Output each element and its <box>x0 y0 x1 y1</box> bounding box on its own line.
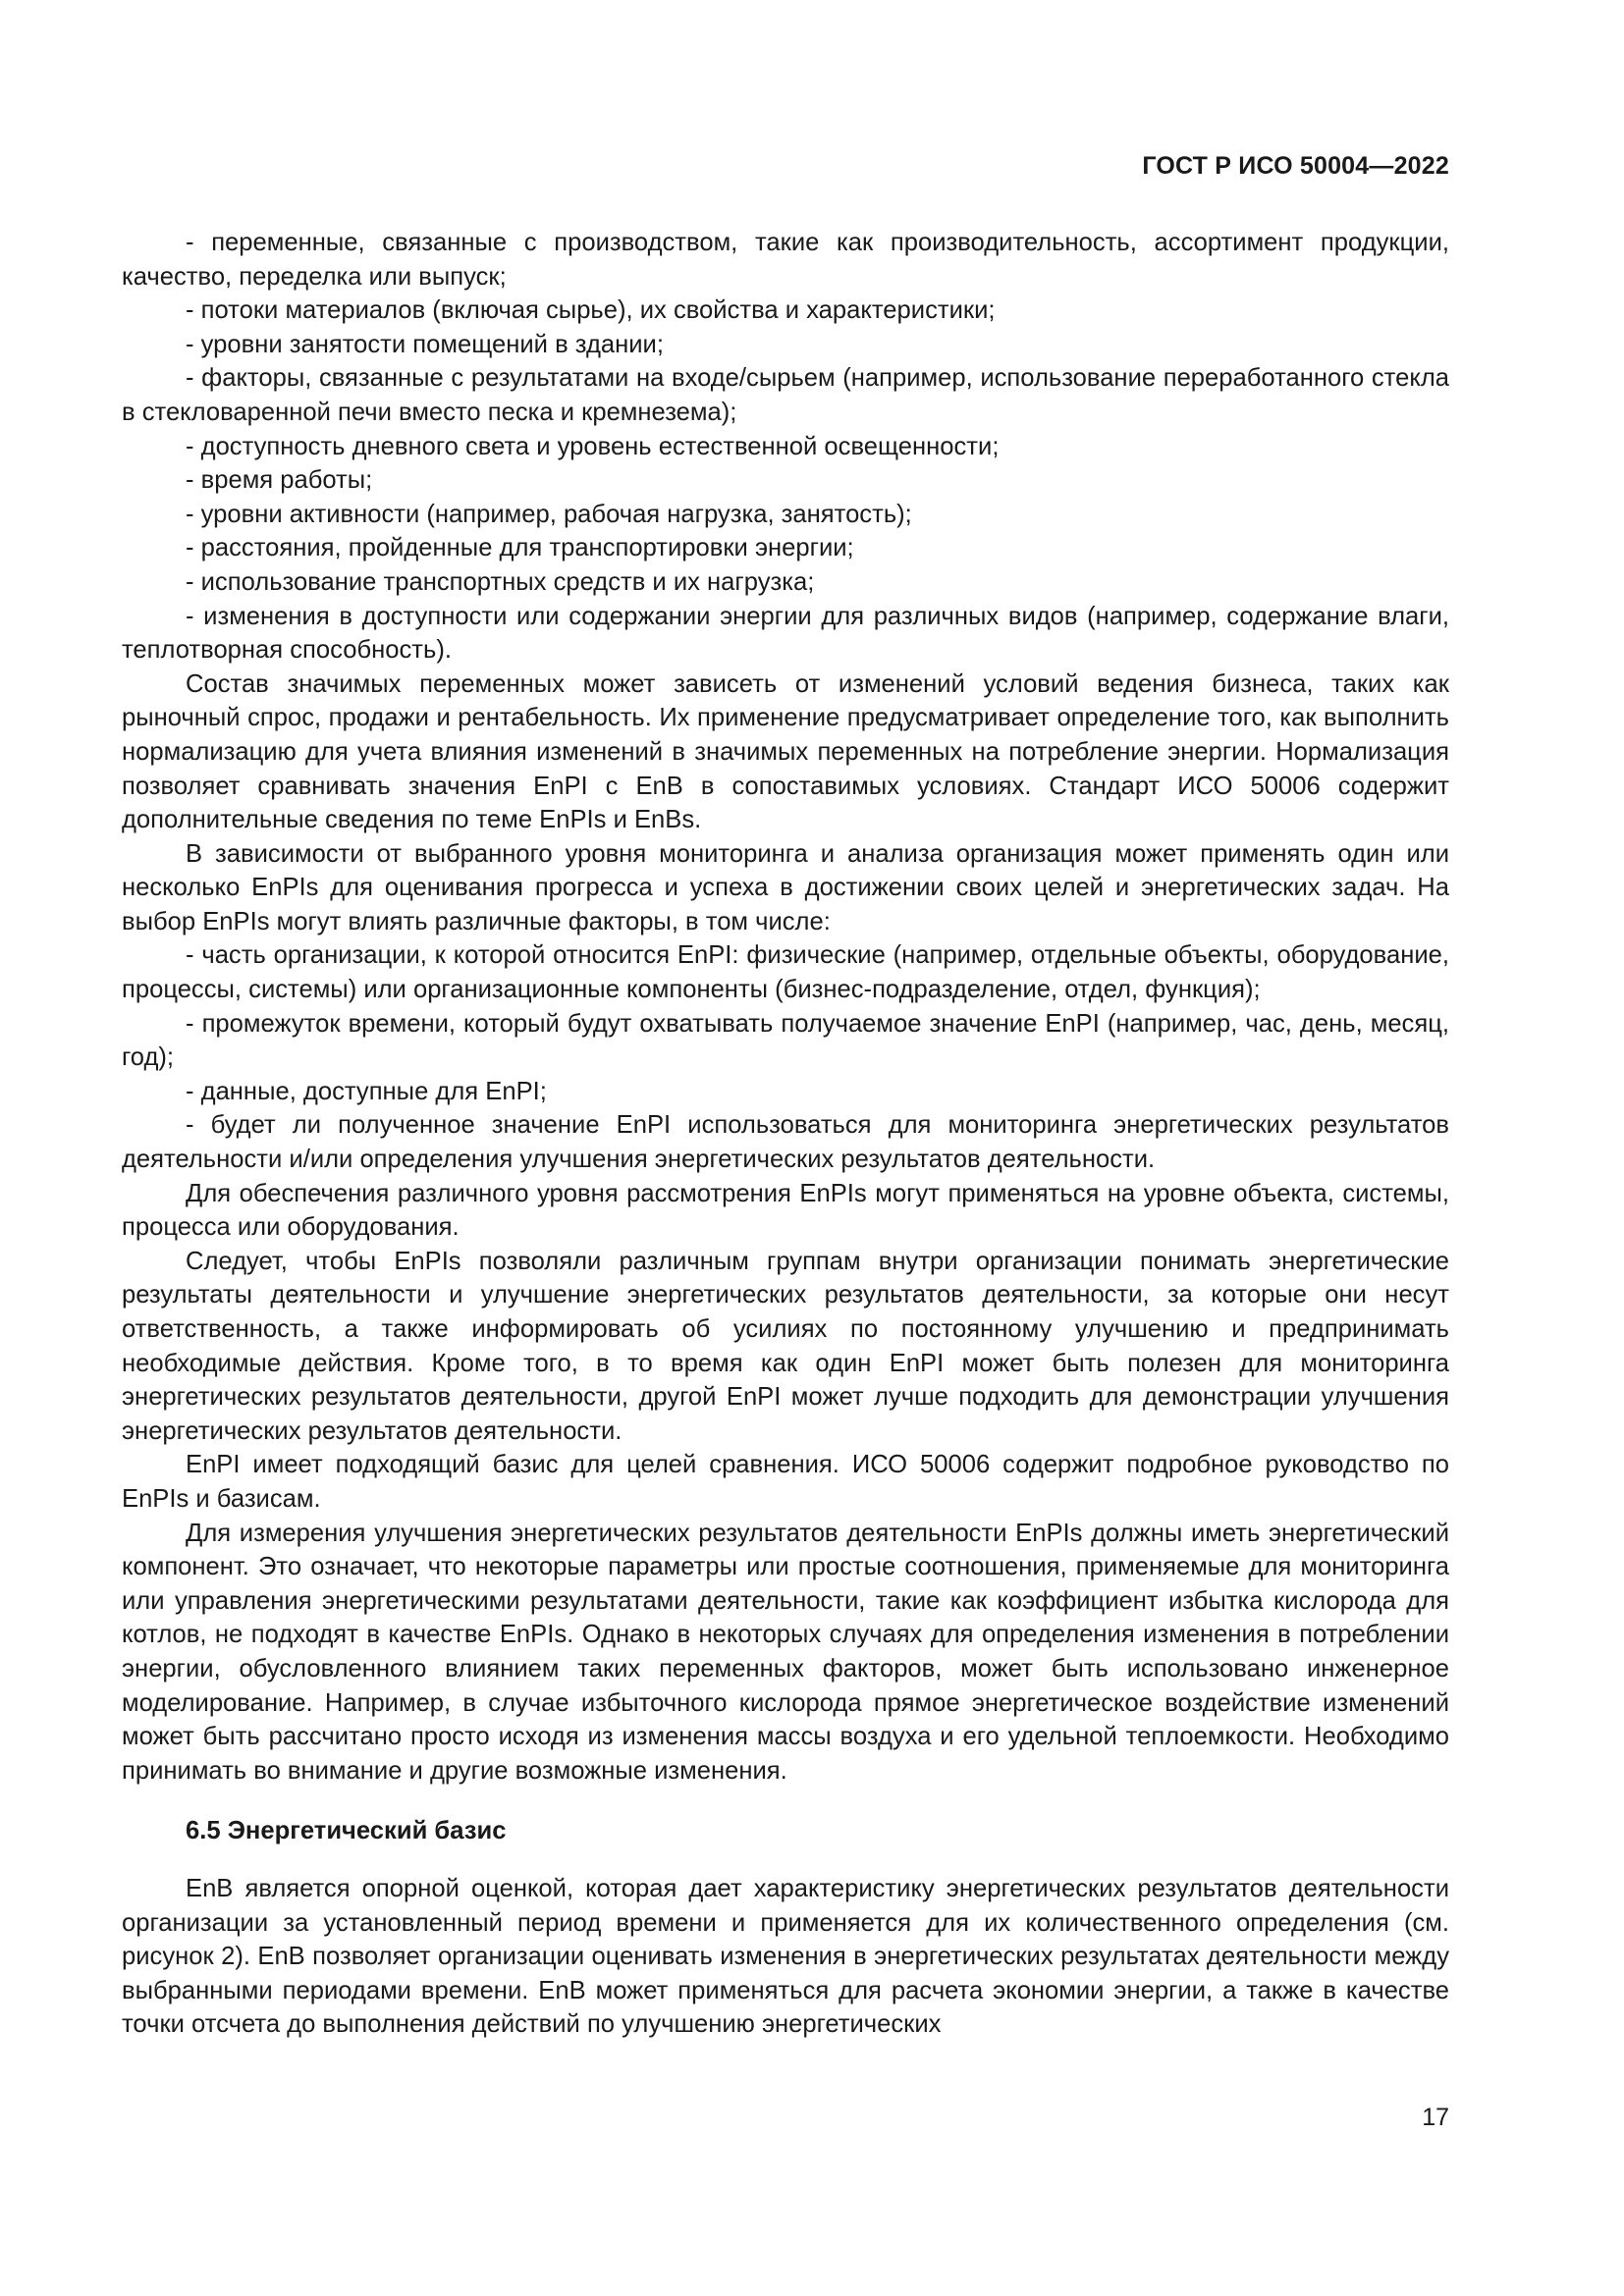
list-item: - часть организации, к которой относится EnPI: физические (например, отдельные объекты, оборудование, процессы, системы) или организационные компоненты (бизнес-подразделение, отдел, функция); <box>122 941 1449 1004</box>
list-item: - переменные, связанные с производством, такие как производительность, ассортимент продукции, качество, переделка или выпуск; <box>122 229 1449 291</box>
page-number: 17 <box>1422 2104 1449 2131</box>
section-heading: 6.5 Энергетический базис <box>186 1817 507 1845</box>
standard-code: ГОСТ Р ИСО 50004—2022 <box>1142 152 1449 180</box>
list-item: - уровни занятости помещений в здании; <box>186 330 664 358</box>
document-body <box>122 226 1449 2042</box>
body-paragraph: Для обеспечения различного уровня рассмотрения EnPIs могут применяться на уровне объекта, системы, процесса или оборудования. <box>122 1179 1449 1242</box>
list-item: - потоки материалов (включая сырье), их свойства и характеристики; <box>186 296 996 325</box>
body-paragraph: EnPI имеет подходящий базис для целей сравнения. ИСО 50006 содержит подробное руководство по EnPIs и базисам. <box>122 1451 1449 1513</box>
list-item: - расстояния, пройденные для транспортировки энергии; <box>186 534 854 562</box>
body-paragraph: В зависимости от выбранного уровня мониторинга и анализа организация может применять один или несколько EnPIs для оценивания прогресса и успеха в достижении своих целей и энергетических задач. На выбор EnPIs могут влиять различные факторы, в том числе: <box>122 839 1449 935</box>
list-item: - уровни активности (например, рабочая нагрузка, занятость); <box>186 500 912 528</box>
body-paragraph: Для измерения улучшения энергетических результатов деятельности EnPIs должны иметь энергетический компонент. Это означает, что некоторые параметры или простые соотношения, применяемые для мониторинга или управления энергетическими результатами деятельности, такие как коэффициент избытка кислорода для котлов, не подходят в качестве EnPIs. Однако в некоторых случаях для определения изменения в потреблении энергии, обусловленного влиянием таких переменных факторов, может быть использовано инженерное моделирование. Например, в случае избыточного кислорода прямое энергетическое воздействие изменений может быть рассчитано просто исходя из изменения массы воздуха и его удельной теплоемкости. Необходимо принимать во внимание и другие возможные изменения. <box>122 1519 1449 1785</box>
body-paragraph: Следует, чтобы EnPIs позволяли различным группам внутри организации понимать энергетические результаты деятельности и улучшение энергетических результатов деятельности, за которые они несут ответственность, а также информировать об усилиях по постоянному улучшению и предпринимать необходимые действия. Кроме того, в то время как один EnPI может быть полезен для мониторинга энергетических результатов деятельности, другой EnPI может лучше подходить для демонстрации улучшения энергетических результатов деятельности. <box>122 1247 1449 1445</box>
document-header <box>1142 152 1449 181</box>
list-item: - будет ли полученное значение EnPI использоваться для мониторинга энергетических результатов деятельности и/или определения улучшения энергетических результатов деятельности. <box>122 1111 1449 1174</box>
list-item: - изменения в доступности или содержании энергии для различных видов (например, содержание влаги, теплотворная способность). <box>122 602 1449 665</box>
list-item: - данные, доступные для EnPI; <box>186 1077 547 1105</box>
list-item: - доступность дневного света и уровень естественной освещенности; <box>186 432 1000 460</box>
list-item: - факторы, связанные с результатами на входе/сырьем (например, использование переработанного стекла в стекловаренной печи вместо песка и кремнезема); <box>122 364 1449 426</box>
body-paragraph: EnB является опорной оценкой, которая дает характеристику энергетических результатов деятельности организации за установленный период времени и применяется для их количественного определения (см. рисунок 2). EnB позволяет организации оценивать изменения в энергетических результатах деятельности между выбранными периодами времени. EnB может применяться для расчета экономии энергии, а также в качестве точки отсчета до выполнения действий по улучшению энергетических <box>122 1874 1449 2039</box>
list-item: - промежуток времени, который будут охватывать получаемое значение EnPI (например, час, день, месяц, год); <box>122 1009 1449 1072</box>
list-item: - время работы; <box>186 466 373 495</box>
list-item: - использование транспортных средств и их нагрузка; <box>186 567 815 596</box>
body-paragraph: Состав значимых переменных может зависеть от изменений условий ведения бизнеса, таких как рыночный спрос, продажи и рентабельность. Их применение предусматривает определение того, как выполнить нормализацию для учета влияния изменений в значимых переменных на потребление энергии. Нормализация позволяет сравнивать значения EnPI с EnB в сопоставимых условиях. Стандарт ИСО 50006 содержит дополнительные сведения по теме EnPIs и EnBs. <box>122 669 1449 834</box>
